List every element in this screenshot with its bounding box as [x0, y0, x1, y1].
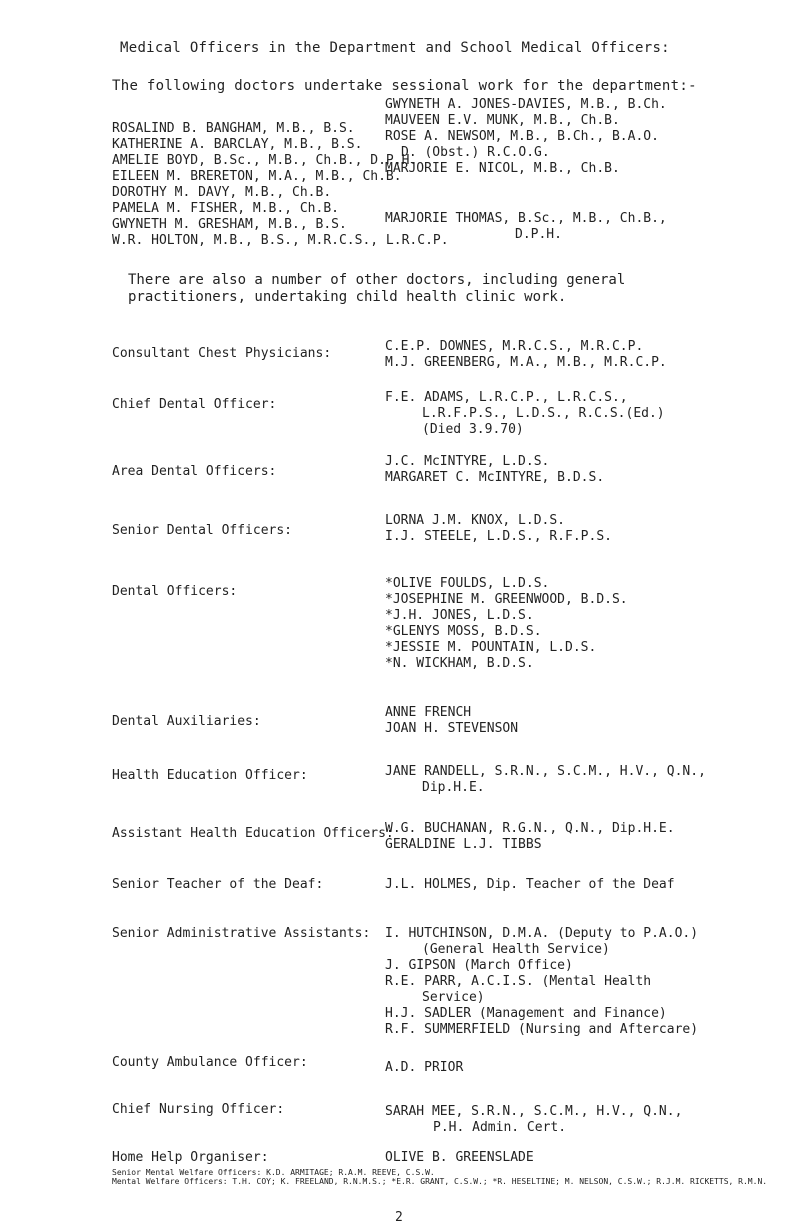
role-label: County Ambulance Officer: [112, 1055, 308, 1070]
page-heading: Medical Officers in the Department and School Medical Officers: [120, 40, 670, 56]
role-name: R.E. PARR, A.C.I.S. (Mental Health [385, 974, 652, 989]
role-names [385, 576, 628, 672]
role-row [112, 1177, 768, 1186]
role-label: Chief Nursing Officer: [112, 1102, 285, 1117]
role-names [385, 926, 698, 1038]
role-names [385, 339, 667, 371]
role-name: J.C. McINTYRE, L.D.S. [385, 454, 550, 469]
role-label: Chief Dental Officer: [112, 397, 277, 412]
role-label: Senior Teacher of the Deaf: [112, 877, 324, 892]
extra-roles [112, 1168, 768, 1186]
role-label: Assistant Health Education Officers: [112, 826, 394, 841]
role-label: Senior Dental Officers: [112, 523, 293, 538]
role-name: A.D. PRIOR [385, 1060, 464, 1075]
role-name: MARGARET C. McINTYRE, B.D.S. [385, 470, 605, 485]
role-name: GERALDINE L.J. TIBBS [385, 837, 542, 852]
role-names [385, 1060, 463, 1076]
role-label: Senior Mental Welfare Officers: [112, 1168, 267, 1177]
doctor-entry: MAUVEEN E.V. MUNK, M.B., Ch.B. [385, 113, 620, 128]
role-name: I. HUTCHINSON, D.M.A. (Deputy to P.A.O.) [385, 926, 699, 941]
role-name: R.A.M. REEVE, C.S.W. [338, 1168, 435, 1177]
role-name: M. NELSON, C.S.W.; [564, 1177, 657, 1186]
role-name: L.R.F.P.S., L.D.S., R.C.S.(Ed.) [422, 406, 665, 421]
doctor-entry: GWYNETH A. JONES-DAVIES, M.B., B.Ch. [385, 97, 667, 112]
role-name: *J.H. JONES, L.D.S. [385, 608, 534, 623]
other-doctors-note [128, 272, 625, 306]
doctor-entry: D.P.H. [515, 227, 562, 242]
role-names [385, 390, 665, 438]
role-name: (Died 3.9.70) [422, 422, 524, 437]
doctor-entry: MARJORIE THOMAS, B.Sc., M.B., Ch.B., [385, 211, 667, 226]
role-name: Dip.H.E. [422, 780, 485, 795]
role-name: JANE RANDELL, S.R.N., S.C.M., H.V., Q.N., [385, 764, 706, 779]
role-label: Dental Officers: [112, 584, 238, 599]
role-name: *N. WICKHAM, B.D.S. [385, 656, 534, 671]
doctor-entry: KATHERINE A. BARCLAY, M.B., B.S. [112, 137, 363, 152]
role-name: K.D. ARMITAGE; [266, 1168, 339, 1177]
role-name: ANNE FRENCH [385, 705, 472, 720]
role-name: W.G. BUCHANAN, R.G.N., Q.N., Dip.H.E. [385, 821, 675, 836]
role-row [112, 1168, 692, 1177]
role-name: LORNA J.M. KNOX, L.D.S. [385, 513, 566, 528]
role-name: F.E. ADAMS, L.R.C.P., L.R.C.S., [385, 390, 628, 405]
role-name: *E.R. GRANT, C.S.W.; [391, 1177, 493, 1186]
doctor-entry: DOROTHY M. DAVY, M.B., Ch.B. [112, 185, 332, 200]
role-label: Senior Administrative Assistants: [112, 926, 371, 941]
role-label: Mental Welfare Officers: [112, 1177, 233, 1186]
role-name: *GLENYS MOSS, B.D.S. [385, 624, 542, 639]
role-name: SARAH MEE, S.R.N., S.C.M., H.V., Q.N., [385, 1104, 683, 1119]
sessional-doctors-right [385, 97, 667, 243]
role-name: P.H. Admin. Cert. [433, 1120, 567, 1135]
role-name: OLIVE B. GREENSLADE [385, 1150, 534, 1165]
role-name: *R. HESELTINE; [492, 1177, 565, 1186]
role-name: R.J.M. RICKETTS, R.M.N. [656, 1177, 768, 1186]
doctor-entry: ROSALIND B. BANGHAM, M.B., B.S. [112, 121, 355, 136]
role-name: Service) [422, 990, 485, 1005]
role-names [385, 705, 518, 737]
role-name: T.H. COY; [232, 1177, 281, 1186]
note-line: There are also a number of other doctors, including general [128, 272, 626, 288]
role-label: Health Education Officer: [112, 768, 308, 783]
role-names [385, 1104, 682, 1136]
doctor-entry: GWYNETH M. GRESHAM, M.B., B.S. [112, 217, 347, 232]
doctor-entry: PAMELA M. FISHER, M.B., Ch.B. [112, 201, 339, 216]
role-name: C.E.P. DOWNES, M.R.C.S., M.R.C.P. [385, 339, 644, 354]
role-name: K. FREELAND, R.N.M.S.; [280, 1177, 392, 1186]
doctor-entry: MARJORIE E. NICOL, M.B., Ch.B. [385, 161, 620, 176]
page-number: 2 [395, 1210, 403, 1225]
intro-text: The following doctors undertake sessional work for the department:- [112, 78, 697, 94]
role-name: R.F. SUMMERFIELD (Nursing and Aftercare) [385, 1022, 699, 1037]
role-name: I.J. STEELE, L.D.S., R.F.P.S. [385, 529, 612, 544]
role-name: JOAN H. STEVENSON [385, 721, 519, 736]
role-label: Area Dental Officers: [112, 464, 277, 479]
doctor-entry: D. (Obst.) R.C.O.G. [401, 145, 550, 160]
note-line: practitioners, undertaking child health clinic work. [128, 289, 567, 305]
role-names [385, 513, 612, 545]
role-name: J.L. HOLMES, Dip. Teacher of the Deaf [385, 877, 675, 892]
role-names [385, 821, 675, 853]
role-name: H.J. SADLER (Management and Finance) [385, 1006, 667, 1021]
role-label: Dental Auxiliaries: [112, 714, 261, 729]
role-label: Home Help Organiser: [112, 1150, 269, 1165]
doctor-entry: ROSE A. NEWSOM, M.B., B.Ch., B.A.O. [385, 129, 659, 144]
role-names [385, 1150, 534, 1166]
doctor-entry: AMELIE BOYD, B.Sc., M.B., Ch.B., D.P.H. [112, 153, 418, 168]
role-name: J. GIPSON (March Office) [385, 958, 573, 973]
role-label: Consultant Chest Physicians: [112, 346, 332, 361]
doctor-entry: W.R. HOLTON, M.B., B.S., M.R.C.S., L.R.C.P. [112, 233, 449, 248]
role-name: *JOSEPHINE M. GREENWOOD, B.D.S. [385, 592, 628, 607]
role-names [385, 877, 675, 893]
role-name: (General Health Service) [422, 942, 610, 957]
doctor-entry: EILEEN M. BRERETON, M.A., M.B., Ch.B. [112, 169, 402, 184]
role-name: *OLIVE FOULDS, L.D.S. [385, 576, 550, 591]
role-name: *JESSIE M. POUNTAIN, L.D.S. [385, 640, 597, 655]
role-name: M.J. GREENBERG, M.A., M.B., M.R.C.P. [385, 355, 667, 370]
role-names [385, 454, 604, 486]
role-names [385, 764, 706, 796]
